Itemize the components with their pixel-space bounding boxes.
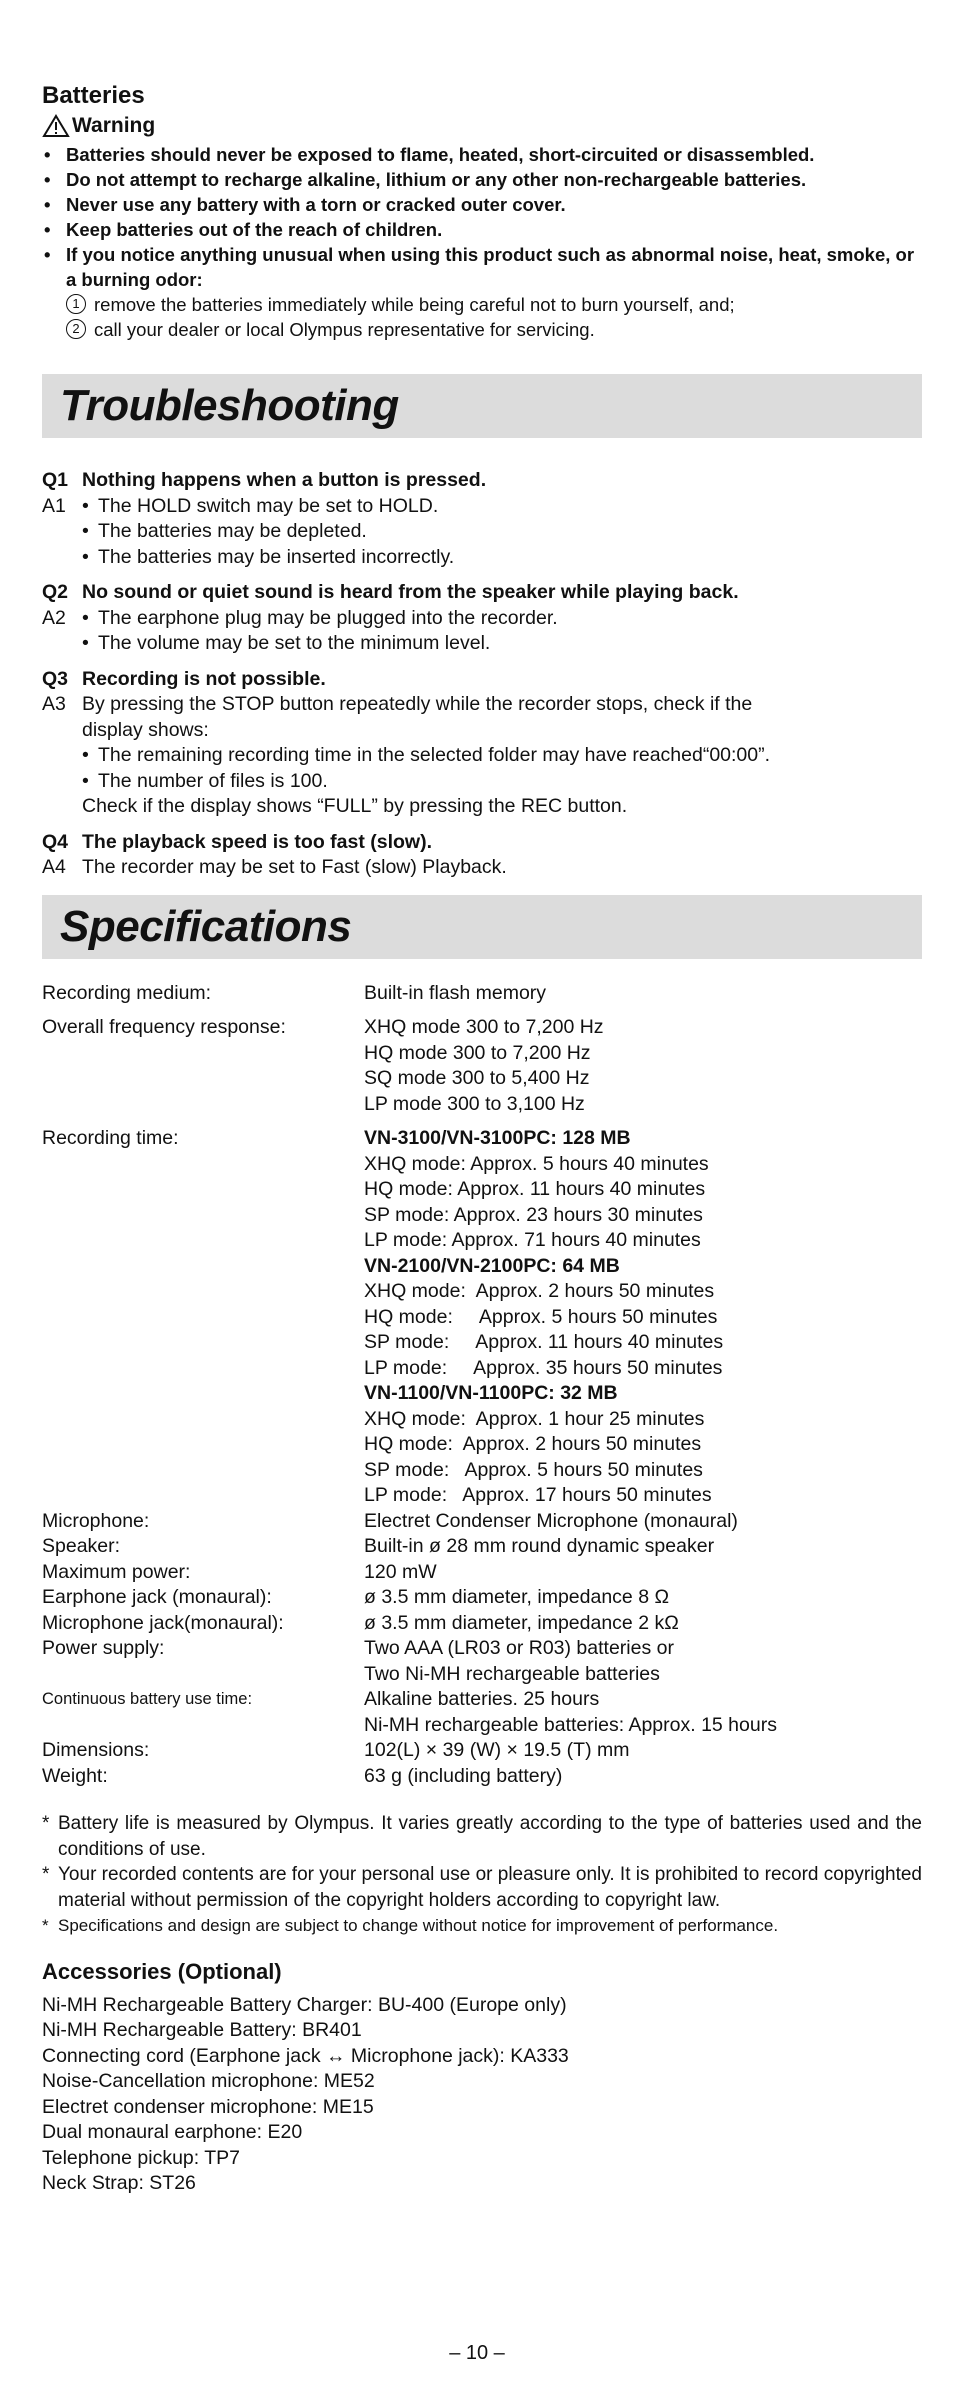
qa-item	[42, 580, 922, 657]
answer-bullet: • The earphone plug may be plugged into the recorder.	[82, 606, 558, 632]
spec-value: 120 mW	[364, 1560, 437, 1583]
answer-label: A1	[42, 494, 66, 517]
spec-row	[42, 981, 922, 1007]
spec-value: Two Ni-MH rechargeable batteries	[364, 1662, 660, 1685]
spec-row	[42, 1738, 922, 1764]
answer-label: A2	[42, 606, 66, 629]
warning-item: • Batteries should never be exposed to flame, heated, short-circuited or disassembled.	[42, 142, 922, 167]
spec-value: XHQ mode: Approx. 2 hours 50 minutes	[364, 1280, 715, 1302]
spec-row	[42, 1015, 922, 1117]
spec-value: SQ mode 300 to 5,400 Hz	[364, 1067, 590, 1089]
spec-row	[42, 1764, 922, 1790]
question-text: Recording is not possible.	[82, 667, 326, 690]
answer-bullet: • The remaining recording time in the selected folder may have reached“00:00”.	[82, 743, 770, 769]
spec-value: SP mode: Approx. 23 hours 30 minutes	[364, 1203, 703, 1226]
spec-value: ø 3.5 mm diameter, impedance 8 Ω	[364, 1586, 670, 1608]
accessory-item: Telephone pickup: TP7	[42, 2146, 241, 2169]
warning-list	[42, 142, 922, 292]
spec-row	[42, 1636, 922, 1687]
question-label: Q2	[42, 581, 69, 603]
spec-label: Recording medium:	[42, 981, 212, 1004]
specifications-section	[42, 981, 922, 1790]
warning-item: • If you notice anything unusual when using this product such as abnormal noise, heat, smoke, or a burning odor:	[42, 242, 922, 292]
question-label: Q3	[42, 667, 69, 690]
answer-bullet: • The number of files is 100.	[82, 769, 328, 795]
spec-label: Weight:	[42, 1764, 108, 1787]
spec-value: Two AAA (LR03 or R03) batteries or	[364, 1637, 674, 1659]
page-number: – 10 –	[449, 2342, 505, 2364]
footnotes	[42, 1811, 922, 1939]
batteries-heading: Batteries	[42, 82, 145, 109]
spec-row	[42, 1585, 922, 1611]
spec-label: Continuous battery use time:	[42, 1690, 253, 1708]
spec-value: ø 3.5 mm diameter, impedance 2 kΩ	[364, 1611, 679, 1634]
spec-value: HQ mode: Approx. 5 hours 50 minutes	[364, 1305, 718, 1328]
warning-sub-item	[42, 317, 922, 342]
accessory-item: Connecting cord (Earphone jack ↔ Microphone jack): KA333	[42, 2044, 569, 2067]
qa-item	[42, 667, 922, 820]
answer-text: The recorder may be set to Fast (slow) Playback.	[82, 856, 507, 878]
spec-label: Maximum power:	[42, 1560, 191, 1583]
spec-value: Ni-MH rechargeable batteries: Approx. 15 hours	[364, 1713, 777, 1736]
specifications-banner	[42, 895, 922, 959]
spec-value: Built-in ø 28 mm round dynamic speaker	[364, 1535, 715, 1557]
spec-row	[42, 1509, 922, 1535]
accessory-item: Electret condenser microphone: ME15	[42, 2095, 374, 2118]
spec-label: Speaker:	[42, 1535, 121, 1557]
spec-value: Alkaline batteries. 25 hours	[364, 1688, 600, 1710]
spec-row	[42, 1534, 922, 1560]
question-text: No sound or quiet sound is heard from the speaker while playing back.	[82, 581, 739, 603]
model-heading: VN-2100/VN-2100PC: 64 MB	[364, 1254, 620, 1277]
spec-value: LP mode 300 to 3,100 Hz	[364, 1092, 585, 1115]
accessory-item: Noise-Cancellation microphone: ME52	[42, 2070, 375, 2092]
spec-value: HQ mode 300 to 7,200 Hz	[364, 1041, 591, 1064]
circled-number: 2	[66, 319, 86, 339]
warning-triangle-icon	[42, 114, 70, 138]
model-heading: VN-1100/VN-1100PC: 32 MB	[364, 1382, 618, 1404]
troubleshooting-banner	[42, 374, 922, 438]
answer-label: A4	[42, 856, 66, 878]
spec-value: LP mode: Approx. 17 hours 50 minutes	[364, 1484, 712, 1506]
footnote	[42, 1913, 922, 1939]
answer-label: A3	[42, 693, 66, 715]
spec-value: HQ mode: Approx. 11 hours 40 minutes	[364, 1178, 706, 1200]
spec-value: Electret Condenser Microphone (monaural)	[364, 1509, 738, 1532]
spec-value: Built-in flash memory	[364, 981, 547, 1004]
troubleshooting-section	[42, 468, 922, 881]
model-heading: VN-3100/VN-3100PC: 128 MB	[364, 1127, 631, 1149]
warning-item: • Never use any battery with a torn or cracked outer cover.	[42, 192, 922, 217]
spec-value: XHQ mode 300 to 7,200 Hz	[364, 1016, 604, 1038]
question-label: Q1	[42, 469, 69, 491]
spec-label: Microphone:	[42, 1509, 150, 1532]
spec-value: XHQ mode: Approx. 1 hour 25 minutes	[364, 1407, 705, 1430]
accessory-item: Dual monaural earphone: E20	[42, 2121, 303, 2143]
warning-sub-text: remove the batteries immediately while being careful not to burn yourself, and;	[94, 294, 735, 315]
footnote-text: Your recorded contents are for your personal use or pleasure only. It is prohibited to record copyrighted material without permission of the copyright holders according to copyright law.	[58, 1864, 922, 1911]
answer-bullet: • The batteries may be inserted incorrectly.	[82, 545, 454, 571]
spec-row	[42, 1126, 922, 1509]
spec-value: SP mode: Approx. 5 hours 50 minutes	[364, 1458, 703, 1481]
answer-text: By pressing the STOP button repeatedly while the recorder stops, check if the	[82, 693, 753, 715]
answer-text: display shows:	[82, 718, 209, 741]
accessory-item: Ni-MH Rechargeable Battery: BR401	[42, 2019, 362, 2041]
spec-label: Recording time:	[42, 1127, 179, 1149]
spec-value: SP mode: Approx. 11 hours 40 minutes	[364, 1331, 724, 1353]
spec-label: Power supply:	[42, 1637, 165, 1659]
spec-label: Dimensions:	[42, 1739, 150, 1761]
warning-item: • Keep batteries out of the reach of children.	[42, 217, 922, 242]
qa-item	[42, 830, 922, 881]
spec-label: Overall frequency response:	[42, 1016, 286, 1038]
accessory-item: Neck Strap: ST26	[42, 2172, 196, 2194]
footnote-marker: *	[42, 1916, 49, 1935]
answer-bullet: • The volume may be set to the minimum level.	[82, 631, 490, 657]
question-text: The playback speed is too fast (slow).	[82, 830, 433, 853]
footnote-text: Battery life is measured by Olympus. It varies greatly according to the type of batteries used and the conditions of use.	[58, 1813, 922, 1860]
warning-item: • Do not attempt to recharge alkaline, lithium or any other non-rechargeable batteries.	[42, 167, 922, 192]
spec-row	[42, 1687, 922, 1738]
footnote-marker: *	[42, 1813, 50, 1834]
question-text: Nothing happens when a button is pressed.	[82, 469, 487, 491]
footnote	[42, 1862, 922, 1913]
manual-page	[42, 70, 922, 2197]
spec-value: LP mode: Approx. 35 hours 50 minutes	[364, 1356, 723, 1379]
specifications-heading: Specifications	[60, 901, 352, 951]
spec-value: XHQ mode: Approx. 5 hours 40 minutes	[364, 1152, 709, 1175]
answer-bullet: • The batteries may be depleted.	[82, 519, 367, 545]
spec-row	[42, 1560, 922, 1586]
accessories-heading: Accessories (Optional)	[42, 1958, 282, 1984]
spec-value: 102(L) × 39 (W) × 19.5 (T) mm	[364, 1739, 630, 1761]
answer-text: Check if the display shows “FULL” by pressing the REC button.	[82, 795, 628, 817]
accessories-section	[42, 1959, 922, 2197]
spec-value: HQ mode: Approx. 2 hours 50 minutes	[364, 1433, 702, 1455]
spec-value: LP mode: Approx. 71 hours 40 minutes	[364, 1229, 701, 1251]
footnote-marker: *	[42, 1864, 50, 1885]
question-label: Q4	[42, 830, 69, 853]
accessory-item: Ni-MH Rechargeable Battery Charger: BU-400 (Europe only)	[42, 1993, 567, 2016]
circled-number: 1	[66, 294, 86, 314]
spec-label: Microphone jack(monaural):	[42, 1611, 284, 1634]
footnote-text: Specifications and design are subject to change without notice for improvement of performance.	[58, 1916, 779, 1935]
qa-item	[42, 468, 922, 570]
warning-sub-text: call your dealer or local Olympus representative for servicing.	[94, 319, 595, 340]
warning-sub-item	[42, 292, 922, 317]
spec-row	[42, 1611, 922, 1637]
spec-value: 63 g (including battery)	[364, 1764, 563, 1787]
answer-bullet: • The HOLD switch may be set to HOLD.	[82, 494, 438, 520]
warning-label: Warning	[72, 114, 156, 137]
footnote	[42, 1811, 922, 1862]
troubleshooting-heading: Troubleshooting	[60, 381, 399, 430]
batteries-section	[42, 82, 922, 342]
warning-title	[42, 114, 922, 138]
spec-label: Earphone jack (monaural):	[42, 1586, 272, 1608]
